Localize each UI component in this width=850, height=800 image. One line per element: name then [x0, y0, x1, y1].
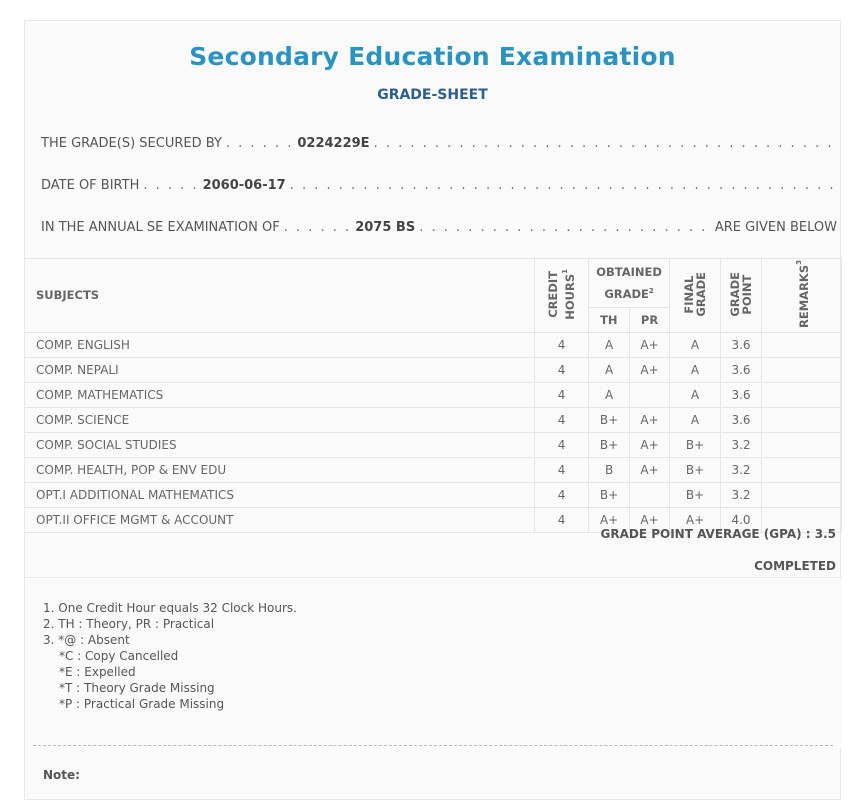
remarks-cell [762, 457, 842, 482]
table-row [25, 382, 842, 407]
remarks-header: REMARKS$^3$ [762, 259, 842, 333]
footnote: 3. *@ : Absent [43, 633, 130, 647]
credit-cell: 4 [535, 482, 589, 507]
obtained-grade-header: OBTAINED GRADE$^2$ [589, 259, 670, 308]
secured-by-line [41, 136, 837, 151]
exam-label: IN THE ANNUAL SE EXAMINATION OF [41, 220, 280, 235]
theory-grade-cell: A [589, 382, 630, 407]
footnote-sub: *T : Theory Grade Missing [59, 681, 215, 695]
practical-grade-cell [630, 382, 670, 407]
footnote-sub: *E : Expelled [59, 665, 136, 679]
theory-grade-cell: A+ [589, 507, 630, 532]
dob-label: DATE OF BIRTH [41, 178, 140, 193]
final-grade-cell: B+ [670, 457, 721, 482]
theory-grade-cell: B+ [589, 407, 630, 432]
table-row [25, 482, 842, 507]
theory-grade-cell: A [589, 332, 630, 357]
credit-cell: 4 [535, 407, 589, 432]
practical-grade-cell: A+ [630, 507, 670, 532]
gpa-value: GRADE POINT AVERAGE (GPA) : 3.5 [600, 527, 836, 541]
remarks-cell [762, 432, 842, 457]
footnote-sub: *C : Copy Cancelled [59, 649, 179, 663]
final-grade-cell: A [670, 332, 721, 357]
credit-cell: 4 [535, 432, 589, 457]
practical-grade-cell: A+ [630, 457, 670, 482]
theory-header: TH [589, 308, 630, 333]
footnote: 1. One Credit Hour equals 32 Clock Hours. [43, 601, 297, 615]
theory-grade-cell: A [589, 357, 630, 382]
practical-grade-cell: A+ [630, 407, 670, 432]
remarks-cell [762, 332, 842, 357]
table-row [25, 357, 842, 382]
remarks-cell [762, 382, 842, 407]
credit-cell: 4 [535, 457, 589, 482]
subjects-header: SUBJECTS [25, 259, 535, 333]
grade-point-cell: 3.6 [721, 407, 762, 432]
subject-cell: COMP. NEPALI [25, 357, 535, 382]
subject-cell: OPT.II OFFICE MGMT & ACCOUNT [25, 507, 535, 532]
table-row [25, 432, 842, 457]
symbol-number: 0224229E [297, 136, 370, 151]
remarks-cell [762, 357, 842, 382]
final-grade-header: FINAL GRADE [670, 259, 721, 333]
theory-grade-cell: B+ [589, 432, 630, 457]
subject-cell: OPT.I ADDITIONAL MATHEMATICS [25, 482, 535, 507]
secured-by-label: THE GRADE(S) SECURED BY [41, 136, 222, 151]
page-title: Secondary Education Examination [189, 42, 676, 71]
footnotes-section [25, 577, 842, 748]
footnotes-list [43, 600, 297, 712]
final-grade-cell: B+ [670, 432, 721, 457]
remarks-cell [762, 407, 842, 432]
subject-cell: COMP. SCIENCE [25, 407, 535, 432]
grade-sheet [24, 20, 841, 800]
grade-point-header: GRADE POINT [721, 259, 762, 333]
final-grade-cell: A [670, 407, 721, 432]
remarks-cell [762, 482, 842, 507]
dashed-divider [33, 745, 833, 746]
subject-cell: COMP. HEALTH, POP & ENV EDU [25, 457, 535, 482]
grade-point-cell: 3.2 [721, 482, 762, 507]
table-row [25, 332, 842, 357]
table-row [25, 457, 842, 482]
grade-point-cell: 3.2 [721, 457, 762, 482]
subject-cell: COMP. ENGLISH [25, 332, 535, 357]
dob-line [41, 178, 837, 193]
footnote: 2. TH : Theory, PR : Practical [43, 617, 215, 631]
grade-point-cell: 3.2 [721, 432, 762, 457]
credit-cell: 4 [535, 507, 589, 532]
result-status: COMPLETED [754, 559, 836, 573]
exam-suffix: ARE GIVEN BELOW [714, 220, 837, 235]
table-row [25, 407, 842, 432]
grade-point-cell: 4.0 [721, 507, 762, 532]
exam-line [41, 220, 837, 235]
credit-hours-header: CREDIT HOURS$^1$ [535, 259, 589, 333]
practical-header: PR [630, 308, 670, 333]
final-grade-cell: B+ [670, 482, 721, 507]
theory-grade-cell: B [589, 457, 630, 482]
final-grade-cell: A [670, 357, 721, 382]
grade-point-cell: 3.6 [721, 332, 762, 357]
practical-grade-cell: A+ [630, 432, 670, 457]
credit-cell: 4 [535, 332, 589, 357]
credit-cell: 4 [535, 382, 589, 407]
practical-grade-cell: A+ [630, 357, 670, 382]
final-grade-cell: A [670, 382, 721, 407]
grades-table [25, 258, 842, 533]
page-subtitle: GRADE-SHEET [377, 87, 488, 103]
footnote-sub: *P : Practical Grade Missing [59, 697, 225, 711]
final-grade-cell: A+ [670, 507, 721, 532]
note-label: Note: [43, 768, 80, 782]
exam-year: 2075 BS [355, 220, 416, 235]
grade-point-cell: 3.6 [721, 382, 762, 407]
subject-cell: COMP. MATHEMATICS [25, 382, 535, 407]
theory-grade-cell: B+ [589, 482, 630, 507]
practical-grade-cell: A+ [630, 332, 670, 357]
dob-value: 2060-06-17 [202, 178, 286, 193]
subject-cell: COMP. SOCIAL STUDIES [25, 432, 535, 457]
credit-cell: 4 [535, 357, 589, 382]
practical-grade-cell [630, 482, 670, 507]
grade-point-cell: 3.6 [721, 357, 762, 382]
